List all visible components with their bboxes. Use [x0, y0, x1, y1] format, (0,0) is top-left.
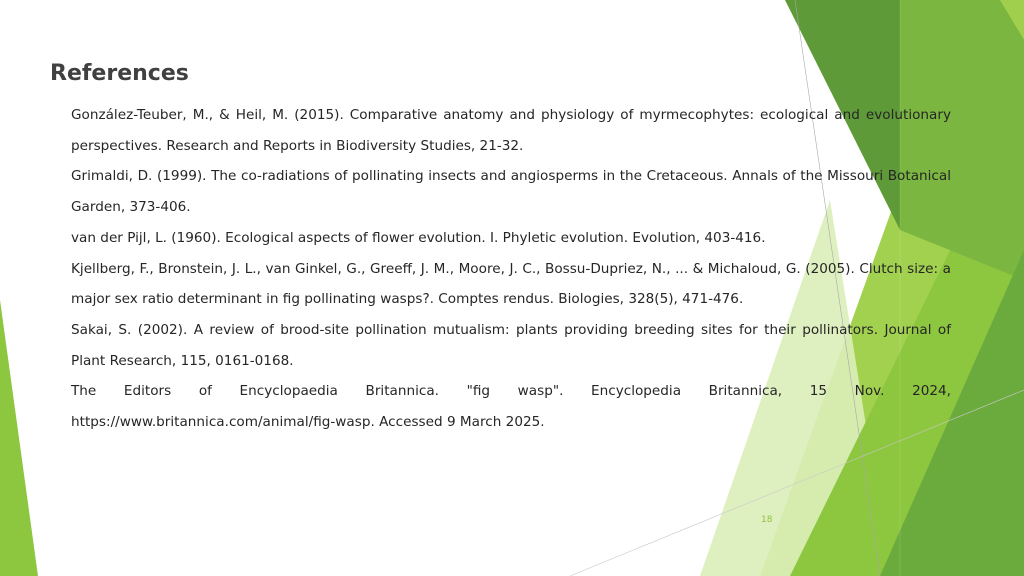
reference-item: van der Pijl, L. (1960). Ecological aspects of flower evolution. I. Phyletic evolution. Evolution, 403-416.: [71, 229, 766, 246]
left-green-shape: [0, 300, 38, 576]
page-number: 18: [761, 515, 773, 525]
reference-item: Kjellberg, F., Bronstein, J. L., van Ginkel, G., Greeff, J. M., Moore, J. C., Bossu-Dupriez, N., ... & Michaloud, G. (2005). Clutch size: a major sex ratio determinant in fig pollinating wasps?. Comptes rendus. Biologies, 328(5), 471-476.: [71, 260, 951, 308]
reference-item: Grimaldi, D. (1999). The co-radiations of pollinating insects and angiosperms in the Cretaceous. Annals of the Missouri Botanical Garden, 373-406.: [71, 168, 951, 216]
reference-item: Sakai, S. (2002). A review of brood-site pollination mutualism: plants providing breeding sites for their pollinators. Journal of Plant Research, 115, 0161-0168.: [71, 321, 951, 369]
reference-list: [71, 100, 951, 438]
reference-item: The Editors of Encyclopaedia Britannica. "fig wasp". Encyclopedia Britannica, 15 Nov. 2024, https://www.britannica.com/animal/fig-wasp. Accessed 9 March 2025.: [71, 383, 951, 431]
page-title: References: [50, 61, 189, 86]
reference-item: González-Teuber, M., & Heil, M. (2015). Comparative anatomy and physiology of myrmecophytes: ecological and evolutionary perspectives. Research and Reports in Biodiversity Studies, 21-32.: [71, 107, 951, 154]
